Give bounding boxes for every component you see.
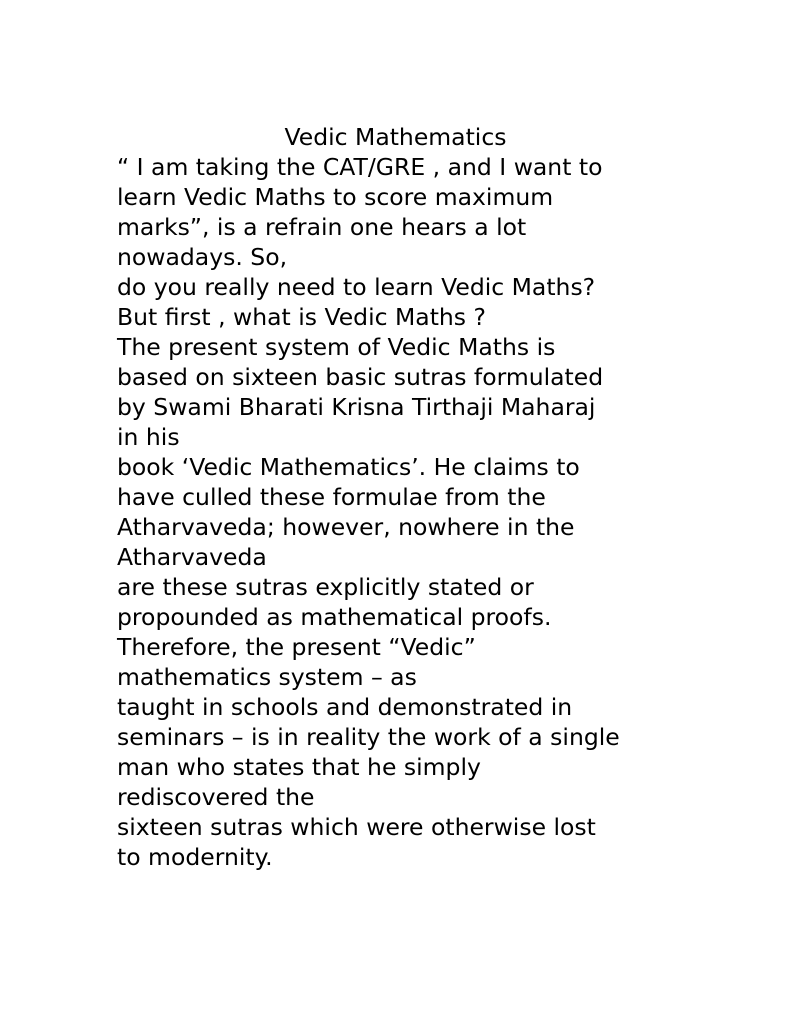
text-line: But first , what is Vedic Maths ? [117,303,486,331]
document-title: Vedic Mathematics [284,123,507,151]
text-line: do you really need to learn Vedic Maths? [117,273,596,301]
text-line: are these sutras explicitly stated or [117,573,534,601]
text-line: rediscovered the [117,783,315,811]
text-line: based on sixteen basic sutras formulated [117,363,604,391]
text-line: nowadays. So, [117,243,288,271]
text-line: mathematics system – as [117,663,417,691]
text-line: propounded as mathematical proofs. [117,603,552,631]
text-line: man who states that he simply [117,753,481,781]
text-line: seminars – is in reality the work of a single [117,723,620,751]
text-line: by Swami Bharati Krisna Tirthaji Maharaj [117,393,596,421]
text-line: Therefore, the present “Vedic” [117,633,476,661]
document-body [117,152,777,872]
text-line: learn Vedic Maths to score maximum [117,183,554,211]
text-line: Atharvaveda; however, nowhere in the [117,513,575,541]
text-line: to modernity. [117,843,273,871]
text-line: “ I am taking the CAT/GRE , and I want to [117,153,603,181]
text-line: The present system of Vedic Maths is [117,333,556,361]
text-line: sixteen sutras which were otherwise lost [117,813,596,841]
text-line: book ‘Vedic Mathematics’. He claims to [117,453,580,481]
text-line: Atharvaveda [117,543,267,571]
text-line: taught in schools and demonstrated in [117,693,573,721]
text-line: have culled these formulae from the [117,483,546,511]
text-line: marks”, is a refrain one hears a lot [117,213,527,241]
text-line: in his [117,423,180,451]
